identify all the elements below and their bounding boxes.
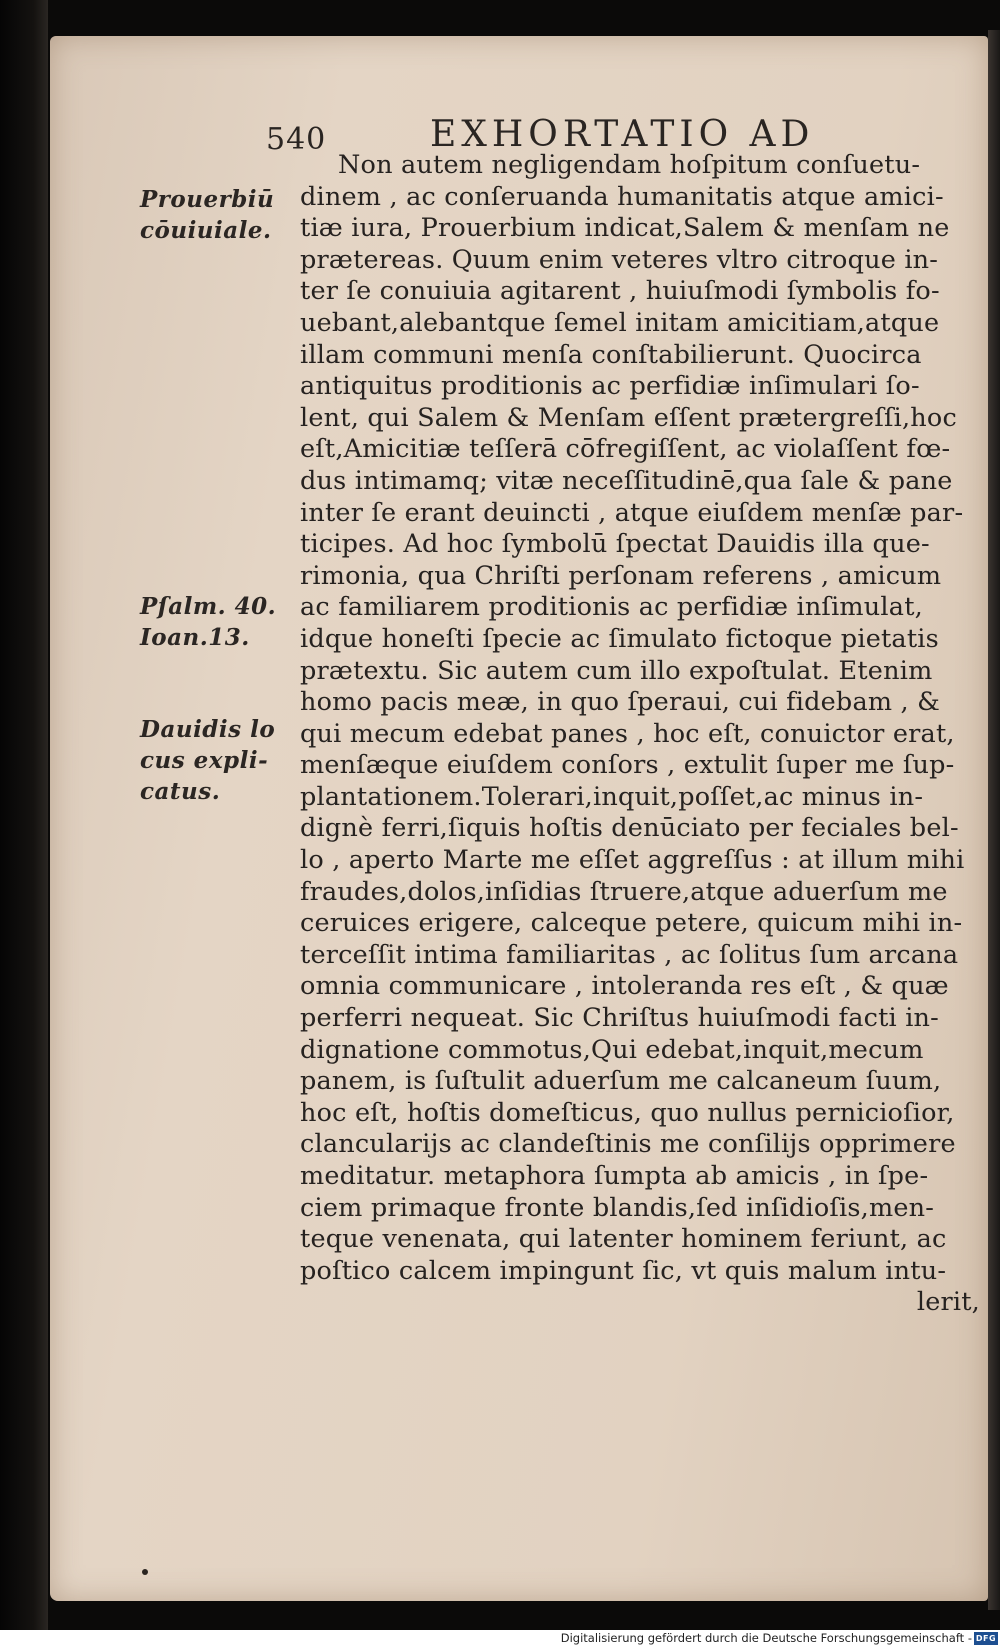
marginal-note: Pſalm. 40. Ioan.13.: [140, 593, 277, 651]
text-line: menſæque eiuſdem conſors , extulit ſuper me ſup-: [300, 750, 955, 781]
text-line: ac familiarem proditionis ac perfidiæ inſimulat,: [300, 592, 923, 623]
text-line: dignè ferri,ſiquis hoſtis denūciato per feciales bel-: [300, 813, 959, 844]
running-head: [50, 100, 988, 157]
dfg-logo-icon: DFG: [975, 1634, 997, 1643]
text-line: omnia communicare , intoleranda res eſt , & quæ: [300, 971, 949, 1002]
book-gutter: [0, 0, 48, 1630]
text-line: hoc eſt, hoſtis domeſticus, quo nullus pernicioſior,: [300, 1097, 955, 1128]
text-line: teque venenata, qui latenter hominem feriunt, ac: [300, 1224, 947, 1255]
text-line: plantationem.Tolerari,inquit,poſſet,ac minus in-: [300, 781, 924, 812]
text-line: ceruices erigere, calceque petere, quicum mihi in-: [300, 908, 963, 939]
text-line: idque honeſti ſpecie ac ſimulato fictoque pietatis: [300, 623, 939, 654]
text-line: panem, is ſuſtulit aduerſum me calcaneum ſuum,: [300, 1066, 942, 1097]
marginal-note: Dauidis lo cus expli- catus.: [140, 716, 276, 805]
text-line: ticipes. Ad hoc ſymbolū ſpectat Dauidis illa que-: [300, 529, 930, 560]
text-line: poſtico calcem impingunt ſic, vt quis malum intu-: [300, 1255, 947, 1286]
footer-bar: [0, 1630, 1000, 1647]
text-line: perferri nequeat. Sic Chriſtus huiuſmodi facti in-: [300, 1003, 939, 1034]
text-line: eſt,Amicitiæ teſſerā cōfregiſſent, ac violaſſent fœ-: [300, 434, 951, 465]
text-line: fraudes,dolos,inſidias ſtruere,atque aduerſum me: [300, 876, 948, 907]
marginal-note: Prouerbiū cōuiuiale.: [140, 186, 275, 244]
text-line: dignatione commotus,Qui edebat,inquit,mecum: [300, 1034, 924, 1065]
text-line: ter ſe conuiuia agitarent , huiuſmodi ſymbolis fo-: [300, 276, 940, 307]
body-text: [300, 150, 980, 1319]
text-line: qui mecum edebat panes , hoc eſt, conuictor erat,: [300, 718, 955, 749]
text-line: Non autem negligendam hoſpitum conſuetu-: [338, 150, 921, 180]
text-line: dus intimamq; vitæ neceſſitudinē,qua ſale & pane: [300, 465, 953, 496]
text-line: uebant,alebantque ſemel initam amicitiam,atque: [300, 307, 940, 338]
ink-spot: [142, 1569, 148, 1575]
text-line: homo pacis meæ, in quo ſperaui, cui fidebam , &: [300, 687, 941, 718]
funding-credit: Digitalisierung gefördert durch die Deutsche Forschungsgemeinschaft -: [560, 1631, 972, 1645]
text-line: illam communi menſa conſtabilierunt. Quocirca: [300, 339, 922, 370]
text-line: tiæ iura, Prouerbium indicat,Salem & menſam ne: [300, 213, 950, 244]
text-line: prætereas. Quum enim veteres vltro citroque in-: [300, 244, 939, 275]
text-line: tercеſſit intima familiaritas , ac ſolitus ſum arcana: [300, 939, 959, 970]
book-page: [50, 36, 988, 1601]
text-line: clancularijs ac clandeſtinis me conſilijs opprimere: [300, 1129, 956, 1160]
book-edge: [988, 30, 1000, 1610]
text-line: prætextu. Sic autem cum illo expoſtulat. Etenim: [300, 655, 933, 686]
text-line: lo , aperto Marte me eſſet aggreſſus : at illum mihi: [300, 845, 965, 876]
text-line: lent, qui Salem & Menſam eſſent prætergreſſi,hoc: [300, 402, 957, 433]
text-line: lerit,: [916, 1287, 980, 1318]
text-line: antiquitus proditionis ac perfidiæ inſimulari ſo-: [300, 371, 920, 402]
running-title: EXHORTATIO AD: [430, 114, 815, 155]
page-number: 540: [266, 122, 327, 157]
text-line: rimonia, qua Chriſti perſonam referens , amicum: [300, 560, 942, 591]
text-line: inter ſe erant deuincti , atque eiuſdem menſæ par-: [300, 497, 964, 528]
text-line: ciem primaque fronte blandis,ſed inſidioſis,men-: [300, 1192, 935, 1223]
text-line: meditatur. metaphora ſumpta ab amicis , in ſpe-: [300, 1161, 929, 1191]
text-line: dinem , ac conſeruanda humanitatis atque amici-: [300, 181, 944, 212]
